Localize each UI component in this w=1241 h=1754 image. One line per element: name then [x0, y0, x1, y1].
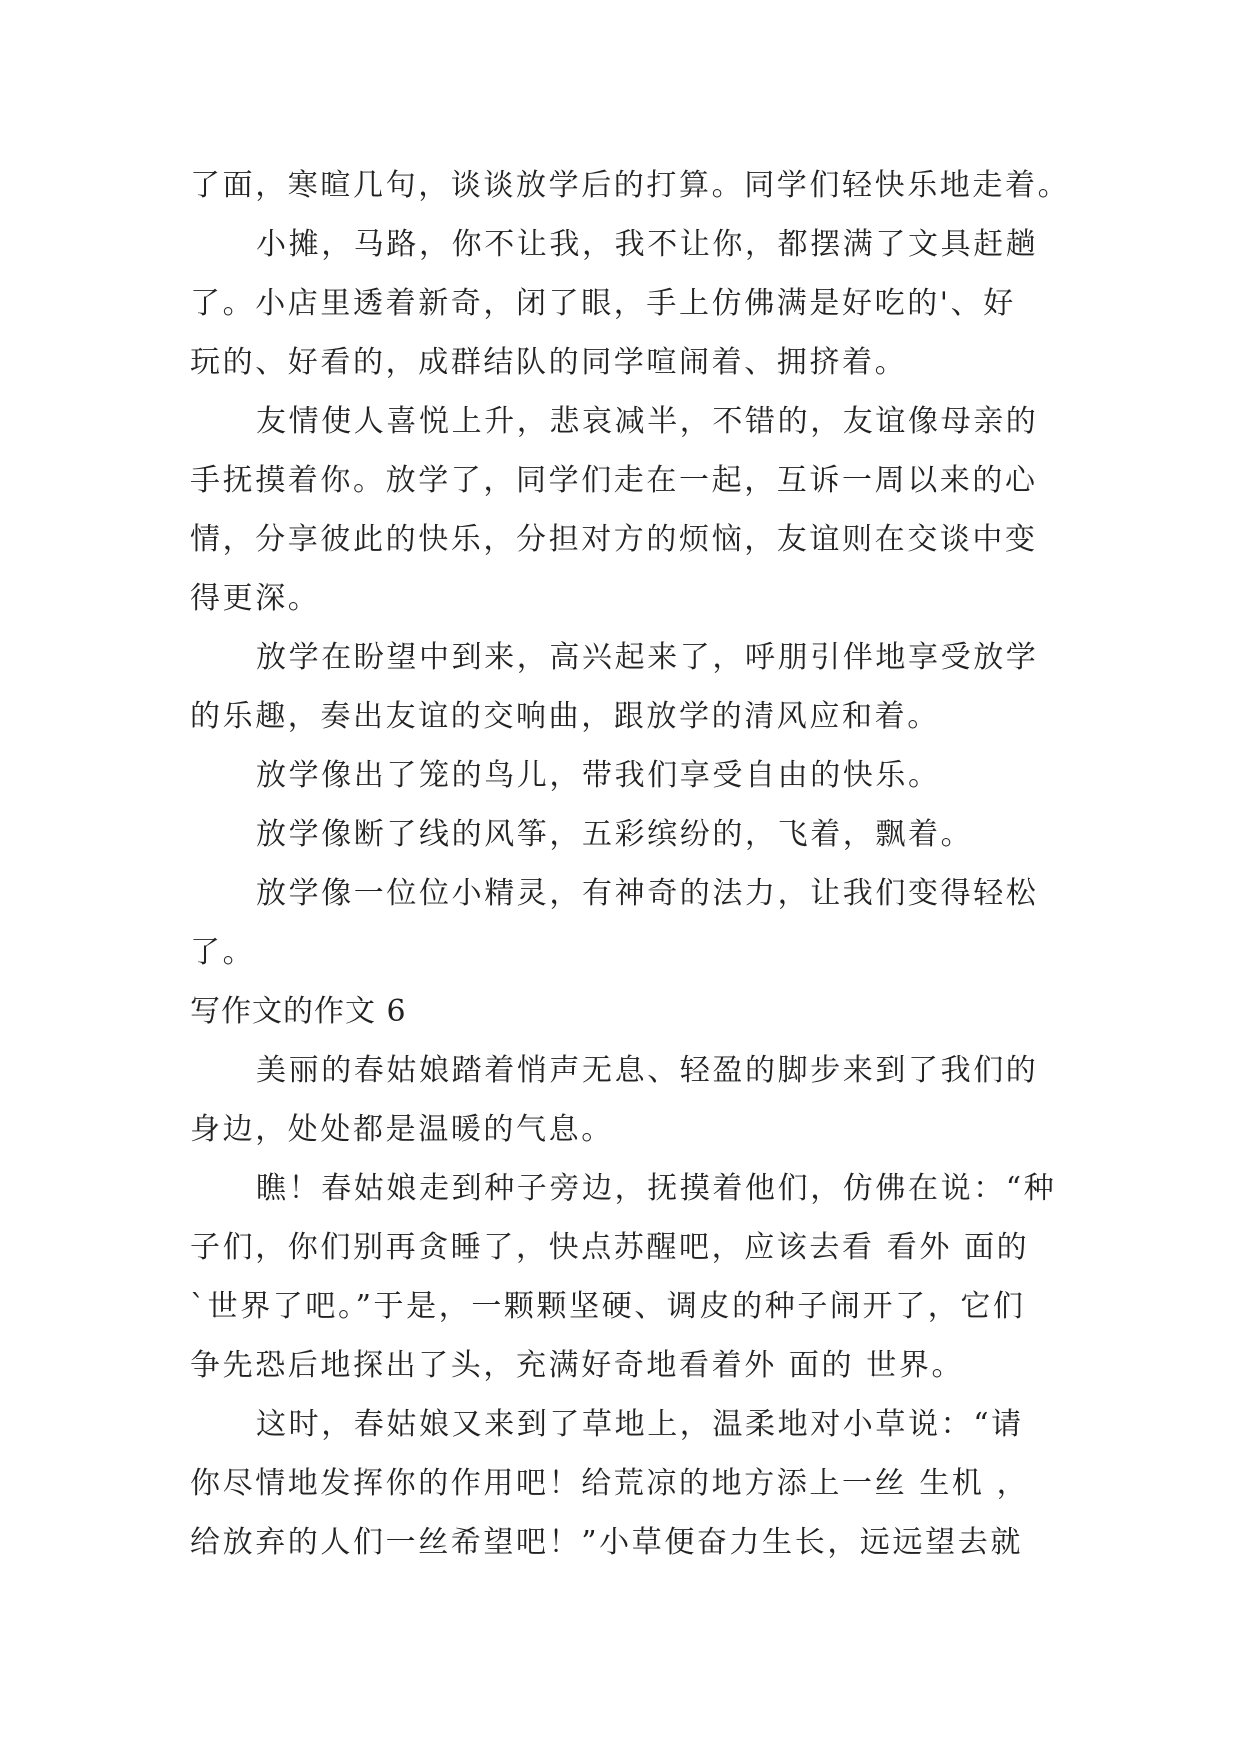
text-line: 美丽的春姑娘踏着悄声无息、轻盈的脚步来到了我们的 — [256, 1053, 1039, 1088]
text-line: 给放弃的人们一丝希望吧！”小草便奋力生长，远远望去就 — [190, 1525, 1023, 1560]
text-line: 手抚摸着你。放学了，同学们走在一起，互诉一周以来的心 — [190, 463, 1038, 498]
text-line: 放学像一位位小精灵，有神奇的法力，让我们变得轻松 — [256, 876, 1039, 911]
text-line: 身边，处处都是温暖的气息。 — [190, 1112, 614, 1147]
document-body — [190, 156, 1071, 1572]
section-heading: 写作文的作文 6 — [190, 994, 407, 1029]
text-line: 放学像出了笼的鸟儿，带我们享受自由的快乐。 — [256, 758, 941, 793]
text-line: 友情使人喜悦上升，悲哀减半，不错的，友谊像母亲的 — [256, 404, 1039, 439]
text-line: 了。小店里透着新奇，闭了眼，手上仿佛满是好吃的'、好 — [190, 286, 1016, 321]
text-line: 了。 — [190, 935, 256, 970]
text-line: 你尽情地发挥你的作用吧！给荒凉的地方添上一丝 生机 ， — [190, 1466, 1030, 1501]
text-line: 瞧！春姑娘走到种子旁边，抚摸着他们，仿佛在说：“种 — [256, 1171, 1057, 1206]
text-line: 得更深。 — [190, 581, 321, 616]
text-line: 小摊，马路，你不让我，我不让你，都摆满了文具赶趟 — [256, 227, 1039, 262]
text-line: 争先恐后地探出了头，充满好奇地看着外 面的 世界。 — [190, 1348, 965, 1383]
text-line: `世界了吧。”于是，一颗颗坚硬、调皮的种子闹开了，它们 — [190, 1289, 1026, 1324]
text-line: 放学在盼望中到来，高兴起来了，呼朋引伴地享受放学 — [256, 640, 1039, 675]
text-line: 子们，你们别再贪睡了，快点苏醒吧，应该去看 看外 面的 — [190, 1230, 1030, 1265]
text-line: 玩的、好看的，成群结队的同学喧闹着、拥挤着。 — [190, 345, 908, 380]
text-line: 了面，寒暄几句，谈谈放学后的打算。同学们轻快乐地走着。 — [190, 168, 1071, 203]
text-line: 的乐趣，奏出友谊的交响曲，跟放学的清风应和着。 — [190, 699, 940, 734]
text-line: 情，分享彼此的快乐，分担对方的烦恼，友谊则在交谈中变 — [190, 522, 1038, 557]
text-line: 放学像断了线的风筝，五彩缤纷的，飞着，飘着。 — [256, 817, 974, 852]
text-line: 这时，春姑娘又来到了草地上，温柔地对小草说：“请 — [256, 1407, 1024, 1442]
